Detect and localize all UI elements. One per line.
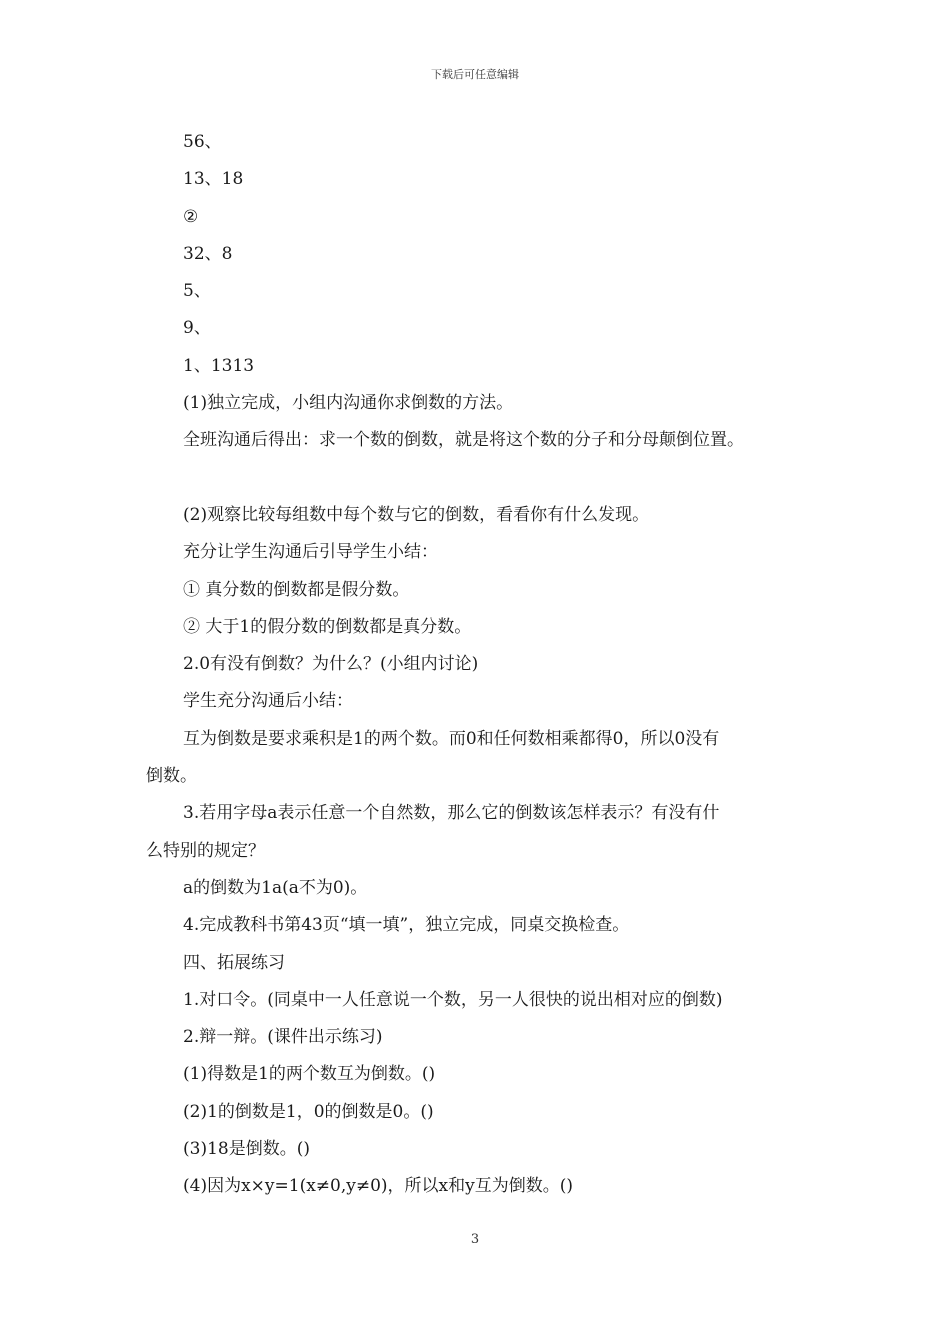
text-line: 56、 bbox=[183, 132, 222, 152]
text-line: (2)观察比较每组数中每个数与它的倒数，看看你有什么发现。 bbox=[183, 504, 650, 525]
text-line: 2.0有没有倒数？为什么？(小组内讨论) bbox=[183, 654, 479, 675]
text-line: 充分让学生沟通后引导学生小结： bbox=[183, 542, 438, 563]
text-line: 3.若用字母a表示任意一个自然数，那么它的倒数该怎样表示？有没有什 bbox=[183, 803, 720, 824]
text-line: 么特别的规定？ bbox=[146, 840, 265, 861]
text-line: ② 大于1的假分数的倒数都是真分数。 bbox=[183, 616, 472, 637]
text-line: (1)得数是1的两个数互为倒数。() bbox=[183, 1064, 436, 1085]
text-line: 互为倒数是要求乘积是1的两个数。而0和任何数相乘都得0，所以0没有 bbox=[183, 728, 720, 749]
paragraph-spacer bbox=[146, 460, 818, 497]
text-line: ② bbox=[183, 206, 199, 227]
text-line: 全班沟通后得出：求一个数的倒数，就是将这个数的分子和分母颠倒位置。 bbox=[183, 430, 744, 451]
text-line: (1)独立完成，小组内沟通你求倒数的方法。 bbox=[183, 393, 514, 414]
text-line: (3)18是倒数。() bbox=[183, 1139, 310, 1160]
text-line: 9、 bbox=[183, 318, 211, 339]
text-line: 4.完成教科书第43页“填一填”，独立完成，同桌交换检查。 bbox=[183, 915, 630, 936]
document-body bbox=[146, 124, 818, 1206]
page-number: 3 bbox=[470, 1232, 480, 1247]
text-line: (4)因为x×y=1(x≠0,y≠0)，所以x和y互为倒数。() bbox=[183, 1176, 574, 1197]
text-line: a的倒数为1a(a不为0)。 bbox=[183, 877, 368, 898]
text-line: (2)1的倒数是1，0的倒数是0。() bbox=[183, 1101, 434, 1122]
text-line: 5、 bbox=[183, 281, 211, 302]
text-line: 13、18 bbox=[183, 169, 244, 190]
text-line: 1.对口令。(同桌中一人任意说一个数，另一人很快的说出相对应的倒数) bbox=[183, 989, 723, 1010]
text-line: 学生充分沟通后小结： bbox=[183, 691, 353, 712]
text-line: 2.辩一辩。(课件出示练习) bbox=[183, 1027, 383, 1048]
text-line: ① 真分数的倒数都是假分数。 bbox=[183, 579, 410, 600]
text-line: 32、8 bbox=[183, 243, 233, 264]
page-header: 下载后可任意编辑 bbox=[431, 68, 519, 81]
text-line: 倒数。 bbox=[146, 766, 197, 787]
text-line: 1、1313 bbox=[183, 355, 255, 376]
section-heading: 四、拓展练习 bbox=[183, 952, 285, 973]
